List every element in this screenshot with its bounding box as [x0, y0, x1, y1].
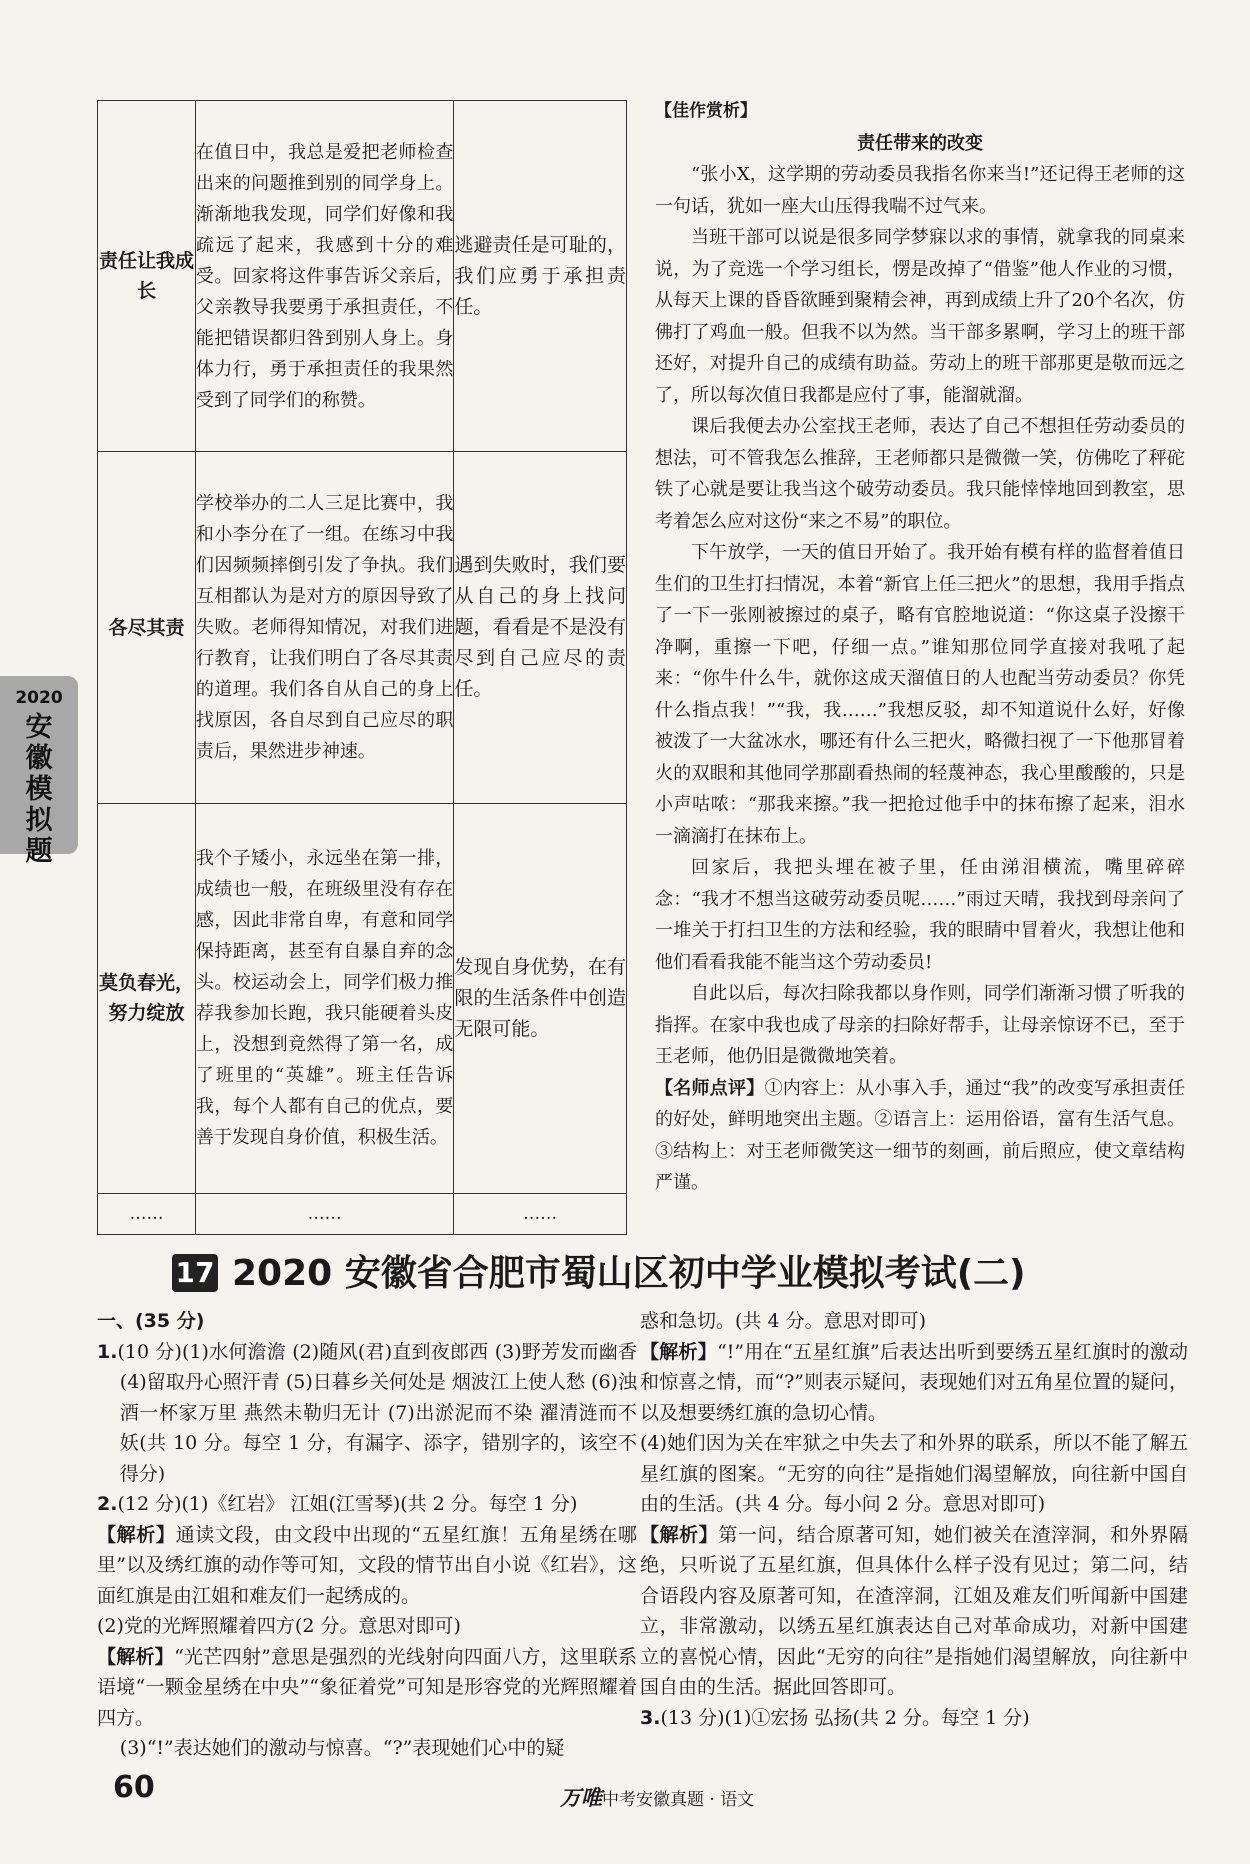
row-meaning: 遇到失败时，我们要从自己的身上找问题，看看是不是没有尽到自己应尽的责任。	[454, 452, 627, 803]
review-tag: 【名师点评】	[655, 1077, 765, 1099]
analysis-text: “!”用在“五星红旗”后表达出听到要绣五星红旗时的激动和惊喜之情，而“?”则表示疑问，表现她们对五角星位置的疑问，以及想要绣红旗的急切心情。	[640, 1340, 1188, 1424]
answer-q1	[97, 1337, 637, 1490]
table-row	[98, 803, 627, 1193]
analysis-block	[97, 1520, 637, 1612]
table-row	[98, 452, 627, 803]
table-row	[98, 1194, 627, 1235]
row-key: 责任让我成长	[98, 101, 196, 452]
essay-column	[655, 96, 1185, 1199]
exam-title: 2020 安徽省合肥市蜀山区初中学业模拟考试(二)	[232, 1253, 1026, 1294]
essay-title: 责任带来的改变	[857, 132, 983, 154]
analysis-block	[640, 1520, 1188, 1703]
answer-text: (13 分)(1)①宏扬 弘扬(共 2 分。每空 1 分)	[660, 1706, 1030, 1729]
row-detail: 学校举办的二人三足比赛中，我和小李分在了一组。在练习中我们因频频摔倒引发了争执。我们互相都认为是对方的原因导致了失败。老师得知情况，对我们进行教育，让我们明白了各尽其责的道理。我们各自从自己的身上找原因，各自尽到自己应尽的职责后，果然进步神速。	[195, 452, 453, 803]
exam-banner	[172, 1248, 1142, 1304]
question-number: 1.	[97, 1340, 118, 1363]
exam-number-badge: 17	[172, 1254, 218, 1292]
row-meaning: 逃避责任是可耻的，我们应勇于承担责任。	[454, 101, 627, 452]
review-text: ①内容上：从小事入手，通过“我”的改变写承担责任的好处，鲜明地突出主题。②语言上：运用俗语，富有生活气息。③结构上：对王老师微笑这一细节的刻画，前后照应，使文章结构严谨。	[655, 1077, 1186, 1193]
analysis-text: 第一问，结合原著可知，她们被关在渣滓洞，和外界隔绝，只听说了五星红旗，但具体什么样子没有见过；第二问，结合语段内容及原著可知，在渣滓洞，江姐及难友们听闻新中国建立，非常激动，以绣五星红旗表达自己对革命成功，对新中国建立的喜悦心情，因此“无穷的向往”是指她们渴望解放，向往新中国自由的生活。据此回答即可。	[640, 1523, 1188, 1698]
answer-q3	[640, 1703, 1188, 1734]
analysis-tag: 【解析】	[97, 1645, 175, 1668]
analysis-block	[640, 1337, 1188, 1429]
row-key: 莫负春光，努力绽放	[98, 803, 196, 1193]
answer-continuation: 惑和急切。(共 4 分。意思对即可)	[640, 1310, 926, 1332]
essay-paragraph: “张小X，这学期的劳动委员我指名你来当!”还记得王老师的这一句话，犹如一座大山压得我喘不过气来。	[655, 164, 1185, 217]
answers-right-column	[640, 1306, 1188, 1733]
answer-subpart: (3)“!”表达她们的激动与惊喜。“?”表现她们心中的疑	[119, 1737, 565, 1759]
answer-text: (12 分)(1)《红岩》 江姐(江雪琴)(共 2 分。每空 1 分)	[117, 1493, 578, 1515]
row-detail: 我个子矮小，永远坐在第一排，成绩也一般，在班级里没有存在感，因此非常自卑，有意和同学保持距离，甚至有自暴自弃的念头。校运动会上，同学们极力推荐我参加长跑，我只能硬着头皮上，没想到竟然得了第一名，成了班里的“英雄”。班主任告诉我，每个人都有自己的优点，要善于发现自身价值，积极生活。	[195, 803, 453, 1193]
answer-text: (10 分)(1)水何澹澹 (2)随风(君)直到夜郎西 (3)野芳发而幽香 (4)留取丹心照汗青 (5)日暮乡关何处是 烟波江上使人愁 (6)浊酒一杯家万里 燕然未勒归无计 (7)出淤泥而不染 濯清涟而不妖(共 10 分。每空 1 分，有漏字、添字，错别字的，该空不得分)	[117, 1340, 637, 1485]
sidebar-title-char: 题	[25, 836, 53, 867]
question-number: 3.	[640, 1706, 661, 1729]
essay-paragraph: 当班干部可以说是很多同学梦寐以求的事情，就拿我的同桌来说，为了竞选一个学习组长，愣是改掉了“借鉴”他人作业的习惯，从每天上课的昏昏欲睡到聚精会神，再到成绩上升了20个名次，仿佛打了鸡血一般。但我不以为然。当干部多累啊，学习上的班干部还好，对提升自己的成绩有助益。劳动上的班干部那更是敬而远之了，所以每次值日我都是应付了事，能溜就溜。	[655, 227, 1185, 406]
answer-q2	[97, 1489, 637, 1520]
essay-header: 【佳作赏析】	[655, 101, 757, 121]
analysis-tag: 【解析】	[97, 1523, 176, 1546]
theme-table	[97, 100, 627, 1235]
sidebar-title-char: 安	[25, 712, 53, 743]
brand-logo: 万唯	[560, 1786, 602, 1810]
essay-paragraph: 回家后，我把头埋在被子里，任由涕泪横流，嘴里碎碎念：“我才不想当这破劳动委员呢……”雨过天晴，我找到母亲问了一堆关于打扫卫生的方法和经验，我的眼睛中冒着火，我想让他和他们看看我能不能当这个劳动委员!	[655, 857, 1185, 973]
sidebar-vertical-title	[0, 712, 78, 867]
sidebar-tab	[0, 676, 78, 867]
essay-paragraph: 下午放学，一天的值日开始了。我开始有模有样的监督着值日生们的卫生打扫情况，本着“新官上任三把火”的思想，我用手指点了一下一张刚被擦过的桌子，略有官腔地说道：“你这桌子没擦干净啊，重擦一下吧，仔细一点。”谁知那位同学直接对我吼了起来：“你牛什么牛，就你这成天溜值日的人也配当劳动委员？你凭什么指点我！”“我，我……”我想反驳，却不知道说什么好，好像被泼了一大盆冰水，哪还有什么三把火，略微扫视了一下他那冒着火的双眼和其他同学那副看热闹的轻蔑神态，我心里酸酸的，只是小声咕哝：“那我来擦。”我一把抢过他手中的抹布擦了起来，泪水一滴滴打在抹布上。	[655, 542, 1185, 847]
page-footer	[560, 1782, 754, 1812]
page-number: 60	[113, 1770, 155, 1805]
answer-subpart: (2)党的光辉照耀着四方(2 分。意思对即可)	[97, 1615, 461, 1637]
answer-subpart: (4)她们因为关在牢狱之中失去了和外界的联系，所以不能了解五星红旗的图案。“无穷的向往”是指她们渴望解放，向往新中国自由的生活。(共 4 分。每小问 2 分。意思对即可)	[640, 1432, 1188, 1515]
row-detail: 在值日中，我总是爱把老师检查出来的问题推到别的同学身上。渐渐地我发现，同学们好像和我疏远了起来，我感到十分的难受。回家将这件事告诉父亲后，父亲教导我要勇于承担责任，不能把错误都归咎到别人身上。身体力行，勇于承担责任的我果然受到了同学们的称赞。	[195, 101, 453, 452]
question-number: 2.	[97, 1493, 118, 1515]
analysis-block	[97, 1642, 637, 1734]
ellipsis-cell: ……	[454, 1194, 627, 1235]
sidebar-year: 2020	[15, 688, 63, 708]
analysis-tag: 【解析】	[640, 1340, 718, 1363]
teacher-review	[655, 1073, 1185, 1199]
table-row	[98, 101, 627, 452]
section-heading: 一、(35 分)	[97, 1310, 205, 1332]
row-meaning: 发现自身优势，在有限的生活条件中创造无限可能。	[454, 803, 627, 1193]
row-key: 各尽其责	[98, 452, 196, 803]
answers-left-column	[97, 1306, 637, 1764]
ellipsis-cell: ……	[195, 1194, 453, 1235]
sidebar-title-char: 拟	[25, 805, 53, 836]
analysis-tag: 【解析】	[640, 1523, 719, 1546]
footer-text: 中考安徽真题 · 语文	[602, 1790, 755, 1810]
sidebar-title-char: 模	[25, 774, 53, 805]
analysis-text: 通读文段，由文段中出现的“五星红旗！五角星绣在哪里”以及绣红旗的动作等可知，文段的情节出自小说《红岩》，这面红旗是由江姐和难友们一起绣成的。	[97, 1523, 637, 1607]
essay-paragraph: 自此以后，每次扫除我都以身作则，同学们渐渐习惯了听我的指挥。在家中我也成了母亲的扫除好帮手，让母亲惊讶不已，至于王老师，他仍旧是微微地笑着。	[655, 983, 1185, 1067]
sidebar-title-char: 徽	[25, 743, 53, 774]
ellipsis-cell: ……	[98, 1194, 196, 1235]
essay-paragraph: 课后我便去办公室找王老师，表达了自己不想担任劳动委员的想法，可不管我怎么推辞，王老师都只是微微一笑，仿佛吃了秤砣铁了心就是要让我当这个破劳动委员。我只能悻悻地回到教室，思考着怎么应对这份“来之不易”的职位。	[655, 416, 1185, 532]
analysis-text: “光芒四射”意思是强烈的光线射向四面八方，这里联系语境“一颗金星绣在中央”“象征着党”可知是形容党的光辉照耀着四方。	[97, 1645, 637, 1729]
